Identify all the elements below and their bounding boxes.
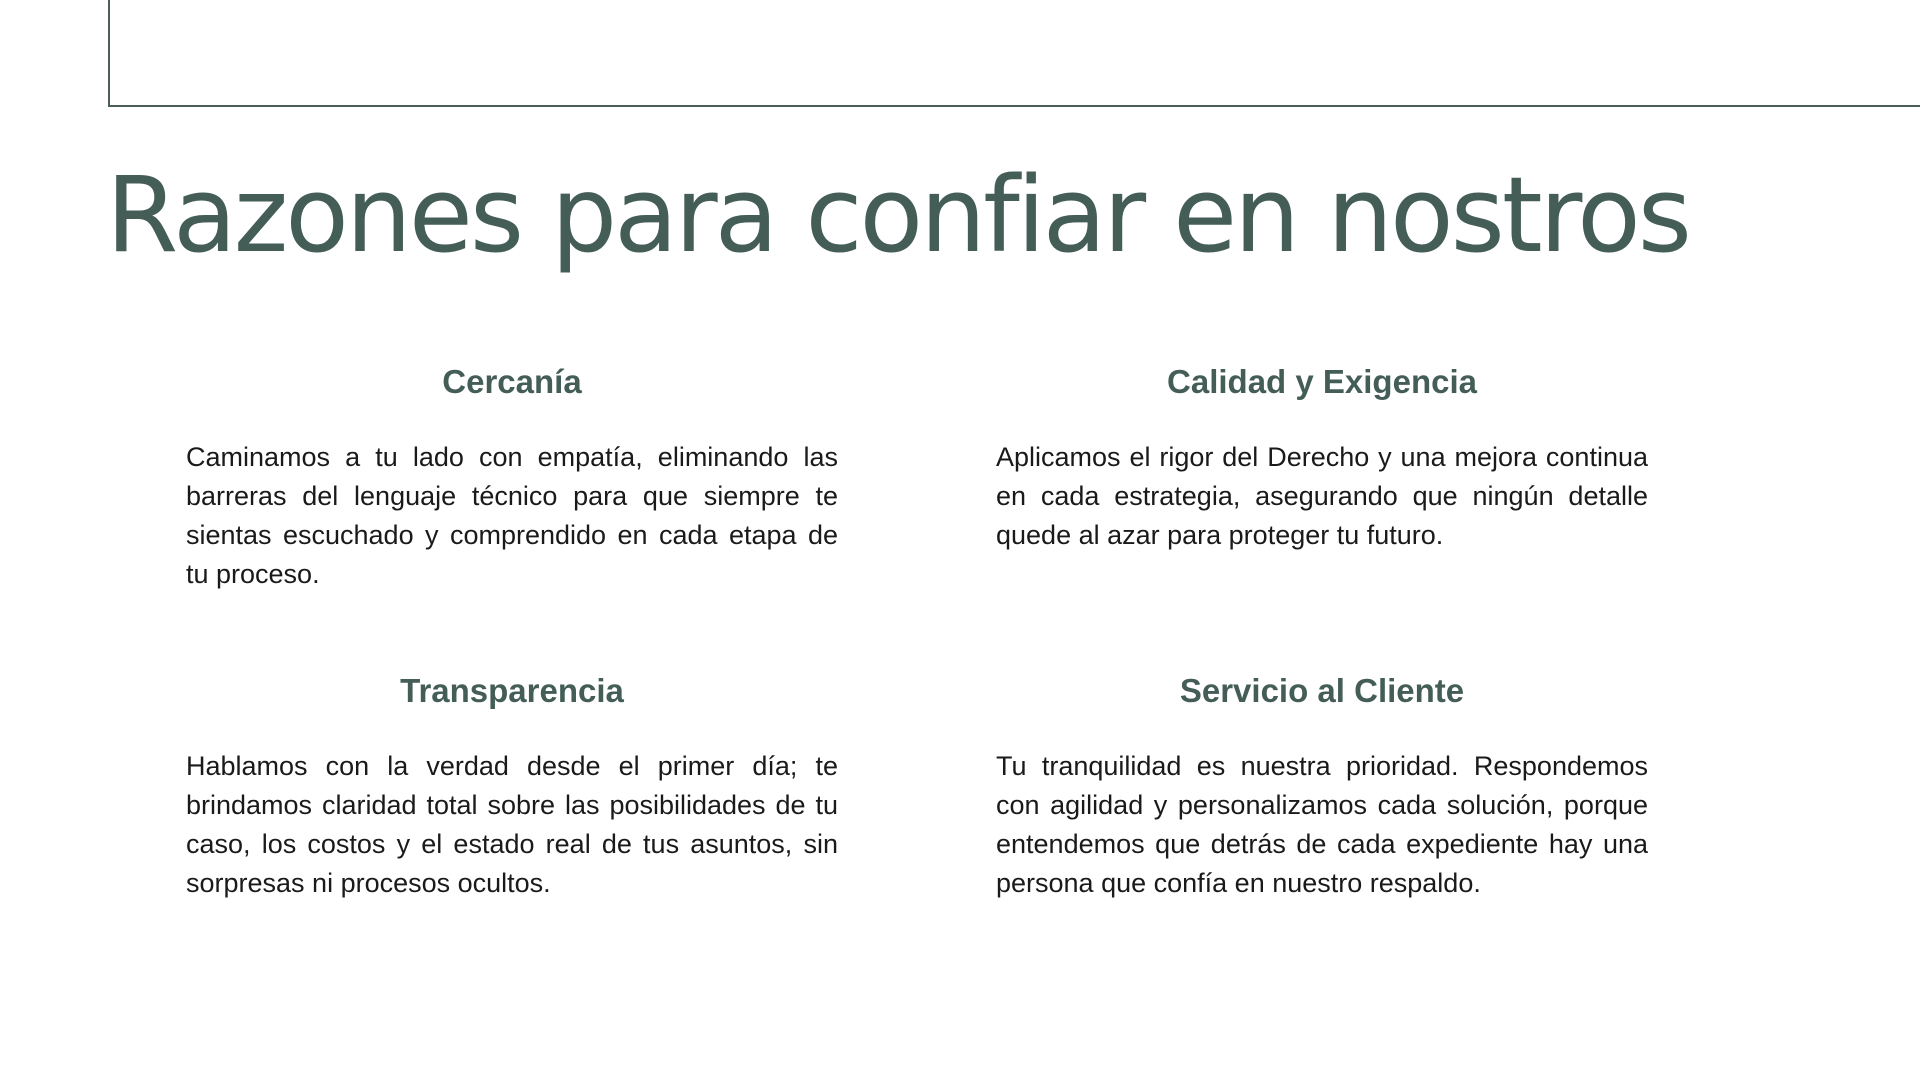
reason-heading: Cercanía [442, 363, 582, 400]
reason-heading: Servicio al Cliente [1179, 672, 1465, 709]
reason-heading: Transparencia [400, 672, 624, 709]
reason-description: Hablamos con la verdad desde el primer día; te brindamos claridad total sobre las posibilidades de tu caso, los costos y el estado real de tus asuntos, sin sorpresas ni procesos ocultos. [186, 751, 838, 898]
reason-card-transparencia [186, 669, 838, 903]
reason-card-calidad [996, 360, 1648, 555]
reason-description: Tu tranquilidad es nuestra prioridad. Respondemos con agilidad y personalizamos cada solución, porque entendemos que detrás de cada expediente hay una persona que confía en nuestro respaldo. [996, 751, 1648, 898]
reason-card-cercania [186, 360, 838, 594]
decorative-frame-line [108, 0, 1920, 107]
reason-card-servicio [996, 669, 1648, 903]
slide-title: Razones para confiar en nostros [106, 154, 1689, 276]
reason-description: Aplicamos el rigor del Derecho y una mejora continua en cada estrategia, asegurando que ningún detalle quede al azar para proteger tu futuro. [996, 442, 1648, 550]
reason-description: Caminamos a tu lado con empatía, eliminando las barreras del lenguaje técnico para que siempre te sientas escuchado y comprendido en cada etapa de tu proceso. [186, 442, 838, 589]
reason-heading: Calidad y Exigencia [1167, 363, 1477, 400]
